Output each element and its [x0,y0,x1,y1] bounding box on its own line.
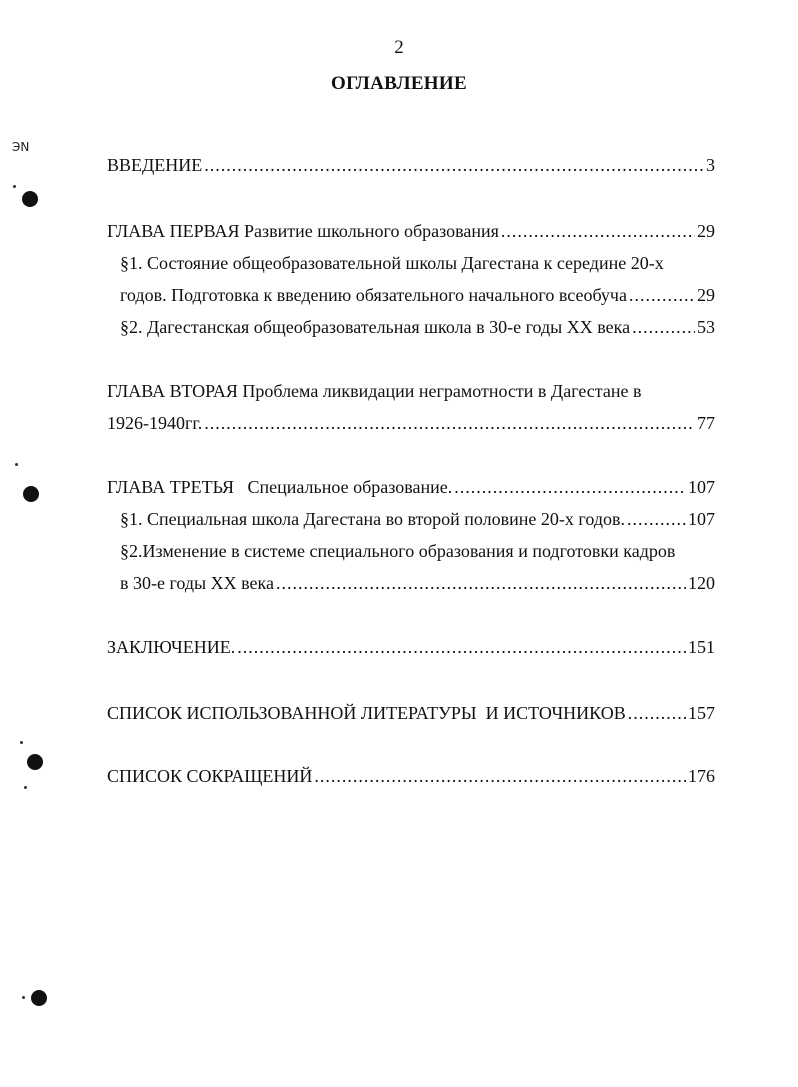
binder-hole-1 [22,191,38,207]
toc-entry-chapter-3-section-1 [120,509,715,535]
toc-page-number: 77 [697,413,715,433]
toc-page-number: 107 [688,477,715,497]
toc-entry-text: ГЛАВА ТРЕТЬЯ Специальное образование. [107,477,453,497]
toc-entry-chapter-1-section-1-line-2 [120,285,715,311]
scan-speck [24,786,27,789]
dot-leader [632,317,695,338]
toc-entry-text: ВВЕДЕНИЕ [107,155,203,175]
toc-entry-text: годов. Подготовка к введению обязательного начального всеобуча [120,285,627,305]
toc-page-number: 151 [688,637,715,657]
toc-entry-text: §2.Изменение в системе специального образования и подготовки кадров [120,541,676,561]
toc-entry-text: §2. Дагестанская общеобразовательная школа в 30-е годы XX века [120,317,631,337]
binder-hole-3 [27,754,43,770]
page-title: ОГЛАВЛЕНИЕ [331,73,467,94]
page-number: 2 [394,37,404,58]
toc-entry-text: §1. Состояние общеобразовательной школы Дагестана к середине 20-х [120,253,664,273]
binder-hole-4 [31,990,47,1006]
dot-leader [237,637,686,658]
margin-mark: ЭΝ [12,140,30,154]
toc-entry-chapter-3-section-2-line-1 [120,541,715,567]
toc-entry-text: §1. Специальная школа Дагестана во второй половине 20-х годов. [120,509,625,529]
toc-entry-chapter-2-line-2 [107,413,715,439]
scan-speck [22,996,25,999]
scan-speck [13,185,16,188]
toc-page-number: 157 [688,703,715,723]
dot-leader [204,413,695,434]
toc-entry-chapter-1 [107,221,715,247]
toc-page-number: 3 [706,155,715,175]
scan-speck [15,463,18,466]
toc-entry-chapter-2-line-1 [107,381,715,407]
toc-entry-introduction [107,155,715,181]
toc-entry-bibliography [107,703,715,729]
toc-page-number: 29 [697,221,715,241]
toc-page-number: 107 [688,509,715,529]
toc-entry-text: ГЛАВА ВТОРАЯ Проблема ликвидации неграмотности в Дагестане в [107,381,642,401]
toc-entry-chapter-3-section-2-line-2 [120,573,715,599]
toc-entry-text: 1926-1940гг. [107,413,203,433]
toc-page-number: 120 [688,573,715,593]
dot-leader [204,155,704,176]
toc-page-number: 29 [697,285,715,305]
dot-leader [276,573,686,594]
dot-leader [501,221,695,242]
toc-page-number: 53 [697,317,715,337]
toc-entry-chapter-3 [107,477,715,503]
dot-leader [627,509,686,530]
toc-entry-chapter-1-section-1-line-1 [120,253,715,279]
dot-leader [628,703,686,724]
toc-entry-text: СПИСОК СОКРАЩЕНИЙ [107,766,313,786]
toc-entry-text: ЗАКЛЮЧЕНИЕ. [107,637,236,657]
dot-leader [629,285,695,306]
toc-entry-chapter-1-section-2 [120,317,715,343]
toc-entry-abbreviations [107,766,715,792]
binder-hole-2 [23,486,39,502]
dot-leader [454,477,686,498]
toc-entry-conclusion [107,637,715,663]
toc-page-number: 176 [688,766,715,786]
dot-leader [314,766,686,787]
toc-entry-text: в 30-е годы XX века [120,573,274,593]
scan-speck [20,741,23,744]
toc-entry-text: ГЛАВА ПЕРВАЯ Развитие школьного образования [107,221,499,241]
toc-entry-text: СПИСОК ИСПОЛЬЗОВАННОЙ ЛИТЕРАТУРЫ И ИСТОЧНИКОВ [107,703,626,723]
